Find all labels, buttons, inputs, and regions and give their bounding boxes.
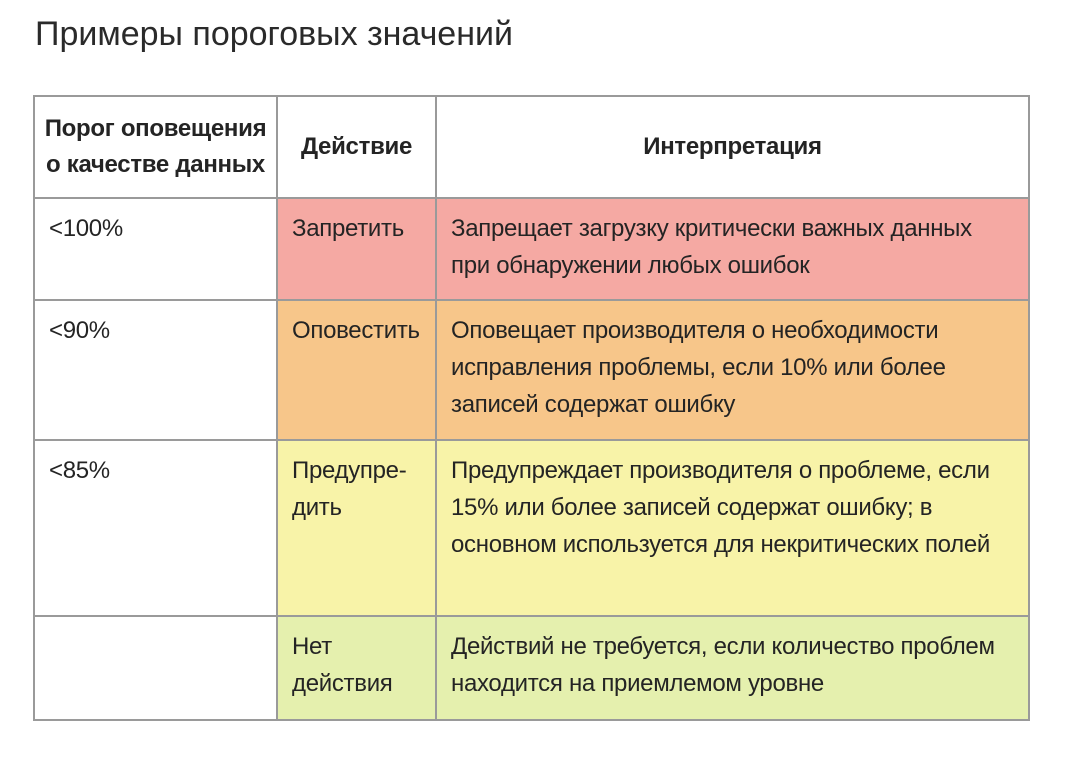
action-cell: Предупре-дить bbox=[277, 440, 436, 616]
table-row bbox=[34, 616, 1029, 720]
thresholds-table bbox=[33, 95, 1030, 721]
table-row bbox=[34, 440, 1029, 616]
interpretation-cell: Запрещает загрузку критически важных данных при обнаружении любых ошибок bbox=[436, 198, 1029, 300]
table-row bbox=[34, 300, 1029, 440]
action-cell: Нет действия bbox=[277, 616, 436, 720]
action-cell: Запретить bbox=[277, 198, 436, 300]
action-cell: Оповестить bbox=[277, 300, 436, 440]
header-action: Действие bbox=[277, 96, 436, 198]
interpretation-cell: Действий не требуется, если количество проблем находится на приемлемом уровне bbox=[436, 616, 1029, 720]
threshold-cell: <85% bbox=[34, 440, 277, 616]
table-header-row bbox=[34, 96, 1029, 198]
threshold-cell: <100% bbox=[34, 198, 277, 300]
header-interpretation: Интерпретация bbox=[436, 96, 1029, 198]
interpretation-cell: Оповещает производителя о необходимости исправления проблемы, если 10% или более записей содержат ошибку bbox=[436, 300, 1029, 440]
page-title: Примеры пороговых значений bbox=[35, 15, 513, 53]
header-threshold: Порог оповещения о качестве данных bbox=[34, 96, 277, 198]
table-row bbox=[34, 198, 1029, 300]
threshold-cell bbox=[34, 616, 277, 720]
interpretation-cell: Предупреждает производителя о проблеме, если 15% или более записей содержат ошибку; в основном используется для некритических полей bbox=[436, 440, 1029, 616]
threshold-cell: <90% bbox=[34, 300, 277, 440]
